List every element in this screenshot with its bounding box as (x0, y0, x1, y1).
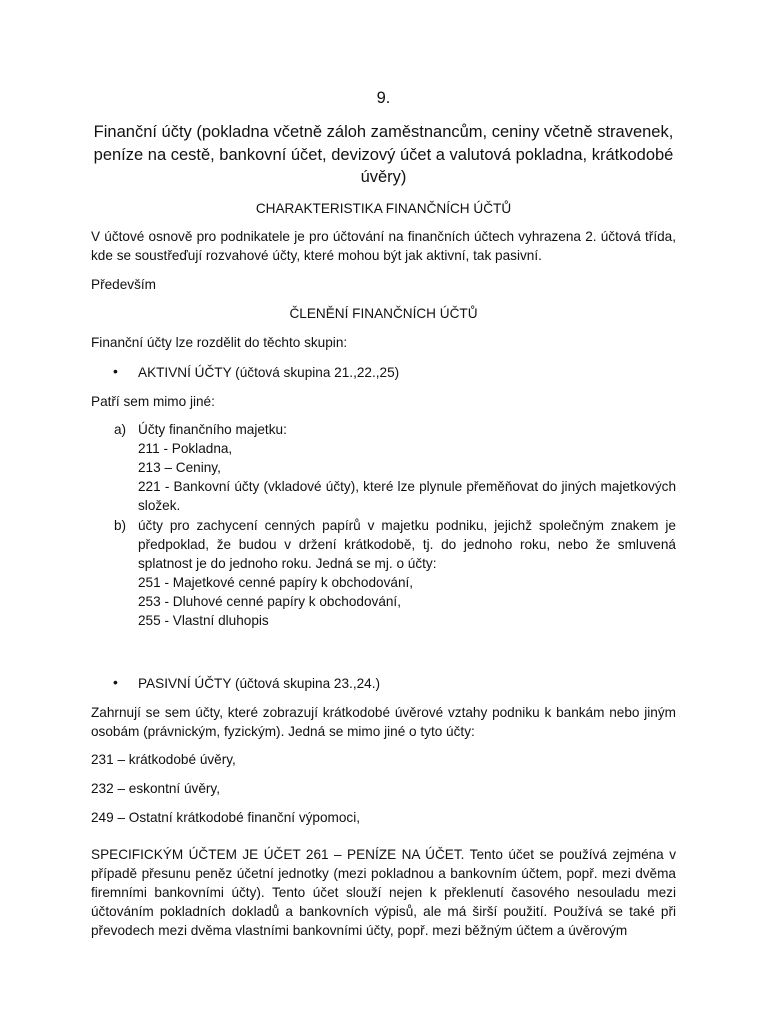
section-heading-classification: ČLENĚNÍ FINANČNÍCH ÚČTŮ (289, 306, 478, 321)
bullet-text: PASIVNÍ ÚČTY (účtová skupina 23.,24.) (138, 676, 381, 691)
list-line: účty pro zachycení cenných papírů v majetku podniku, jejichž společným znakem je předpoklad, že budou v držení krátkodobě, tj. do jednoho roku, nebo že smluvená splatnost je do jednoho roku. Jedná se mj. o účty: (138, 518, 676, 571)
paragraph-intro: V účtové osnově pro podnikatele je pro účtování na finančních účtech vyhrazena 2. účtová třída, kde se soustřeďují rozvahové účty, které mohou být jak aktivní, tak pasivní. (91, 229, 676, 263)
bullet-icon: • (113, 674, 118, 690)
section-heading-characteristics: CHARAKTERISTIKA FINANČNÍCH ÚČTŮ (255, 201, 512, 216)
document-title: Finanční účty (pokladna včetně záloh zaměstnancům, ceniny včetně stravenek, peníze na cestě, bankovní účet, devizový účet a valutová pokladna, krátkodobé úvěry) (93, 123, 674, 186)
list-line: 213 – Ceniny, (138, 460, 221, 475)
bullet-text: AKTIVNÍ ÚČTY (účtová skupina 21.,22.,25) (138, 365, 400, 380)
list-line: 251 - Majetkové cenné papíry k obchodování, (138, 575, 414, 590)
paragraph-groups: Finanční účty lze rozdělit do těchto skupin: (91, 335, 348, 350)
paragraph-passive: Zahrnují se sem účty, které zobrazují krátkodobé úvěrové vztahy podniku k bankám nebo jiným osobám (právnickým, fyzickým). Jedná se mimo jiné o tyto účty: (91, 705, 676, 739)
list-line: Účty finančního majetku: (138, 422, 287, 437)
list-line: 253 - Dluhové cenné papíry k obchodování, (138, 594, 401, 609)
list-line: 211 - Pokladna, (138, 441, 233, 456)
account-231: 231 – krátkodobé úvěry, (91, 752, 236, 767)
paragraph-account-261: SPECIFICKÝM ÚČTEM JE ÚČET 261 – PENÍZE NA ÚČET. Tento účet se používá zejména v případě přesunu peněz účetní jednotky (mezi pokladnou a bankovním účtem, popř. mezi dvěma firemními bankovními účty). Tento účet slouží nejen k překlenutí časového nesouladu mezi účtováním pokladních dokladů a bankovních výpisů, ale má širší použití. Používá se také při převodech mezi dvěma vlastními bankovními účty, popř. mezi běžným účtem a úvěrovým (91, 847, 676, 938)
chapter-number: 9. (376, 89, 391, 107)
paragraph-predevsim: Především (91, 277, 156, 292)
paragraph-includes: Patří sem mimo jiné: (91, 394, 215, 409)
list-line: 255 - Vlastní dluhopis (138, 613, 269, 628)
list-line: 221 - Bankovní účty (vkladové účty), které lze plynule přeměňovat do jiných majetkových složek. (138, 479, 676, 513)
list-marker: b) (114, 518, 127, 533)
bullet-icon: • (113, 363, 118, 379)
account-249: 249 – Ostatní krátkodobé finanční výpomoci, (91, 810, 361, 825)
account-232: 232 – eskontní úvěry, (91, 781, 220, 796)
list-marker: a) (114, 422, 127, 437)
